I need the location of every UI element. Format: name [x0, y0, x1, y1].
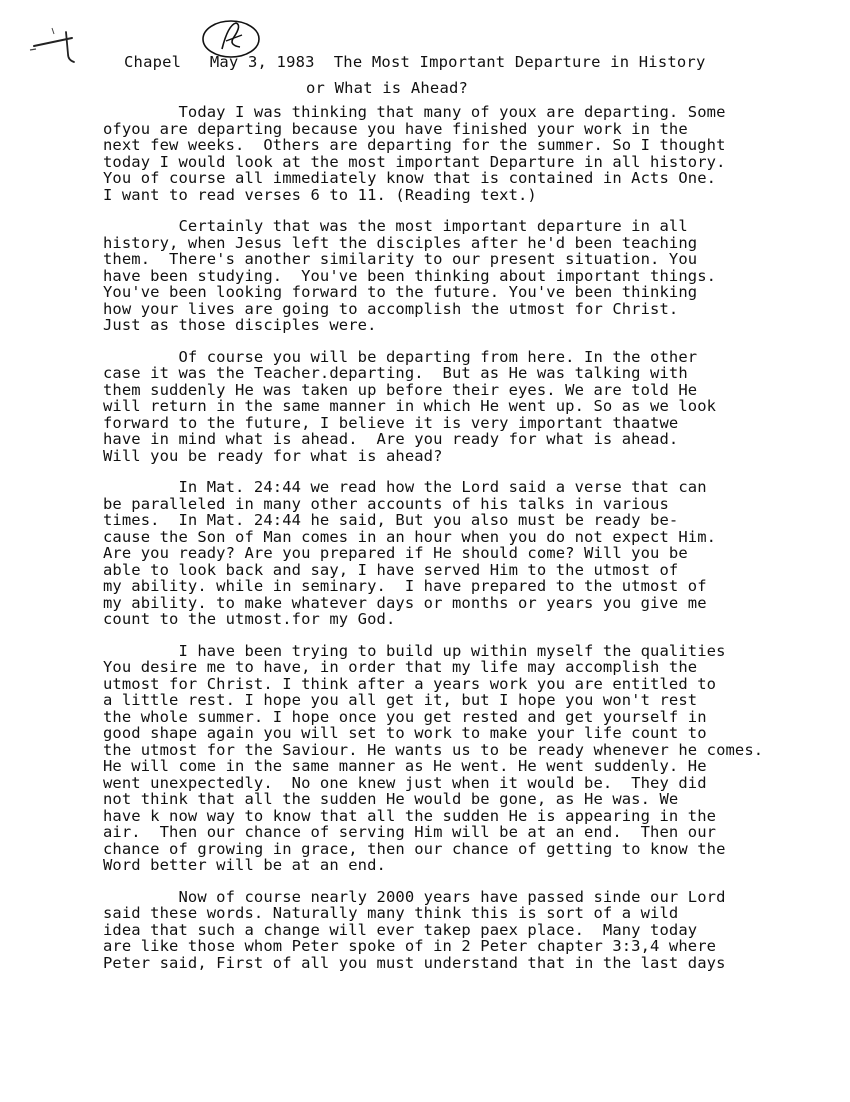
text-line: are like those whom Peter spoke of in 2 Peter chapter 3:3,4 where	[103, 937, 717, 955]
text-line: I want to read verses 6 to 11. (Reading text.)	[103, 185, 537, 204]
text-line: history, when Jesus left the disciples after he'd been teaching	[103, 233, 698, 252]
text-line: cause the Son of Man comes in an hour when you do not expect Him.	[103, 527, 717, 546]
text-line: them suddenly He was taken up before their eyes. We are told He	[103, 380, 698, 399]
text-line: the whole summer. I hope once you get rested and get yourself in	[103, 707, 707, 726]
text-line: not think that all the sudden He would be gone, as He was. We	[103, 790, 679, 808]
document-header	[124, 53, 706, 71]
text-line: I have been trying to build up within myself the qualities	[103, 641, 726, 660]
text-line: You of course all immediately know that is contained in Acts One.	[103, 169, 717, 187]
text-line: Certainly that was the most important departure in all	[103, 217, 688, 235]
text-line: Will you be ready for what is ahead?	[103, 446, 443, 465]
text-line: a little rest. I hope you all get it, but I hope you won't rest	[103, 691, 698, 709]
text-line: said these words. Naturally many think this is sort of a wild	[103, 904, 679, 922]
text-line: able to look back and say, I have served Him to the utmost of	[103, 560, 679, 579]
text-line: Today I was thinking that many of youx are departing. Some	[103, 103, 726, 121]
text-line: my ability. while in seminary. I have prepared to the utmost of	[103, 577, 707, 595]
text-line: utmost for Christ. I think after a years work you are entitled to	[103, 674, 717, 693]
paragraph	[103, 218, 833, 334]
text-line: Peter said, First of all you must understand that in the last days	[103, 953, 726, 972]
paragraph	[103, 349, 833, 465]
paragraph	[103, 479, 833, 628]
text-line: case it was the Teacher.departing. But as He was talking with	[103, 364, 688, 382]
text-line: how your lives are going to accomplish the utmost for Christ.	[103, 299, 679, 318]
text-line: have been studying. You've been thinking about important things.	[103, 266, 717, 285]
text-line: good shape again you will set to work to make your life count to	[103, 724, 707, 742]
text-line: today I would look at the most important Departure in all history.	[103, 152, 726, 171]
text-line: You've been looking forward to the future. You've been thinking	[103, 283, 698, 301]
text-line: times. In Mat. 24:44 he said, But you also must be ready be-	[103, 511, 679, 529]
paragraph	[103, 643, 833, 874]
header-location: Chapel	[124, 53, 182, 71]
text-line: have k now way to know that all the sudden He is appearing in the	[103, 806, 717, 825]
paragraph	[103, 889, 833, 972]
text-line: went unexpectedly. No one knew just when it would be. They did	[103, 773, 707, 792]
text-line: them. There's another similarity to our present situation. You	[103, 250, 698, 268]
text-line: You desire me to have, in order that my life may accomplish the	[103, 658, 698, 676]
text-line: Of course you will be departing from here. In the other	[103, 347, 698, 366]
text-line: have in mind what is ahead. Are you ready for what is ahead.	[103, 430, 679, 448]
header-title: The Most Important Departure in History	[333, 53, 706, 71]
text-line: be paralleled in many other accounts of his talks in various	[103, 494, 669, 513]
text-line: chance of growing in grace, then our chance of getting to know the	[103, 839, 726, 858]
text-line: ofyou are departing because you have finished your work in the	[103, 119, 688, 138]
document-subtitle: or What is Ahead?	[306, 79, 469, 97]
text-line: my ability. to make whatever days or months or years you give me	[103, 593, 707, 612]
text-line: Word better will be at an end.	[103, 856, 386, 874]
text-line: will return in the same manner in which He went up. So as we look	[103, 397, 717, 415]
text-line: air. Then our chance of serving Him will be at an end. Then our	[103, 823, 717, 841]
text-line: In Mat. 24:44 we read how the Lord said a verse that can	[103, 478, 707, 496]
text-line: idea that such a change will ever takep paex place. Many today	[103, 920, 698, 939]
handwritten-mark-icon	[28, 22, 98, 72]
document-body	[103, 104, 833, 986]
text-line: the utmost for the Saviour. He wants us to be ready whenever he comes.	[103, 740, 764, 759]
header-date: May 3, 1983	[209, 53, 315, 71]
text-line: Just as those disciples were.	[103, 316, 377, 334]
text-line: He will come in the same manner as He went. He went suddenly. He	[103, 757, 707, 775]
text-line: Are you ready? Are you prepared if He should come? Will you be	[103, 544, 688, 562]
text-line: forward to the future, I believe it is very important thaatwe	[103, 413, 679, 432]
text-line: next few weeks. Others are departing for the summer. So I thought	[103, 136, 726, 154]
paragraph	[103, 104, 833, 203]
text-line: count to the utmost.for my God.	[103, 610, 396, 628]
text-line: Now of course nearly 2000 years have passed sinde our Lord	[103, 887, 726, 906]
